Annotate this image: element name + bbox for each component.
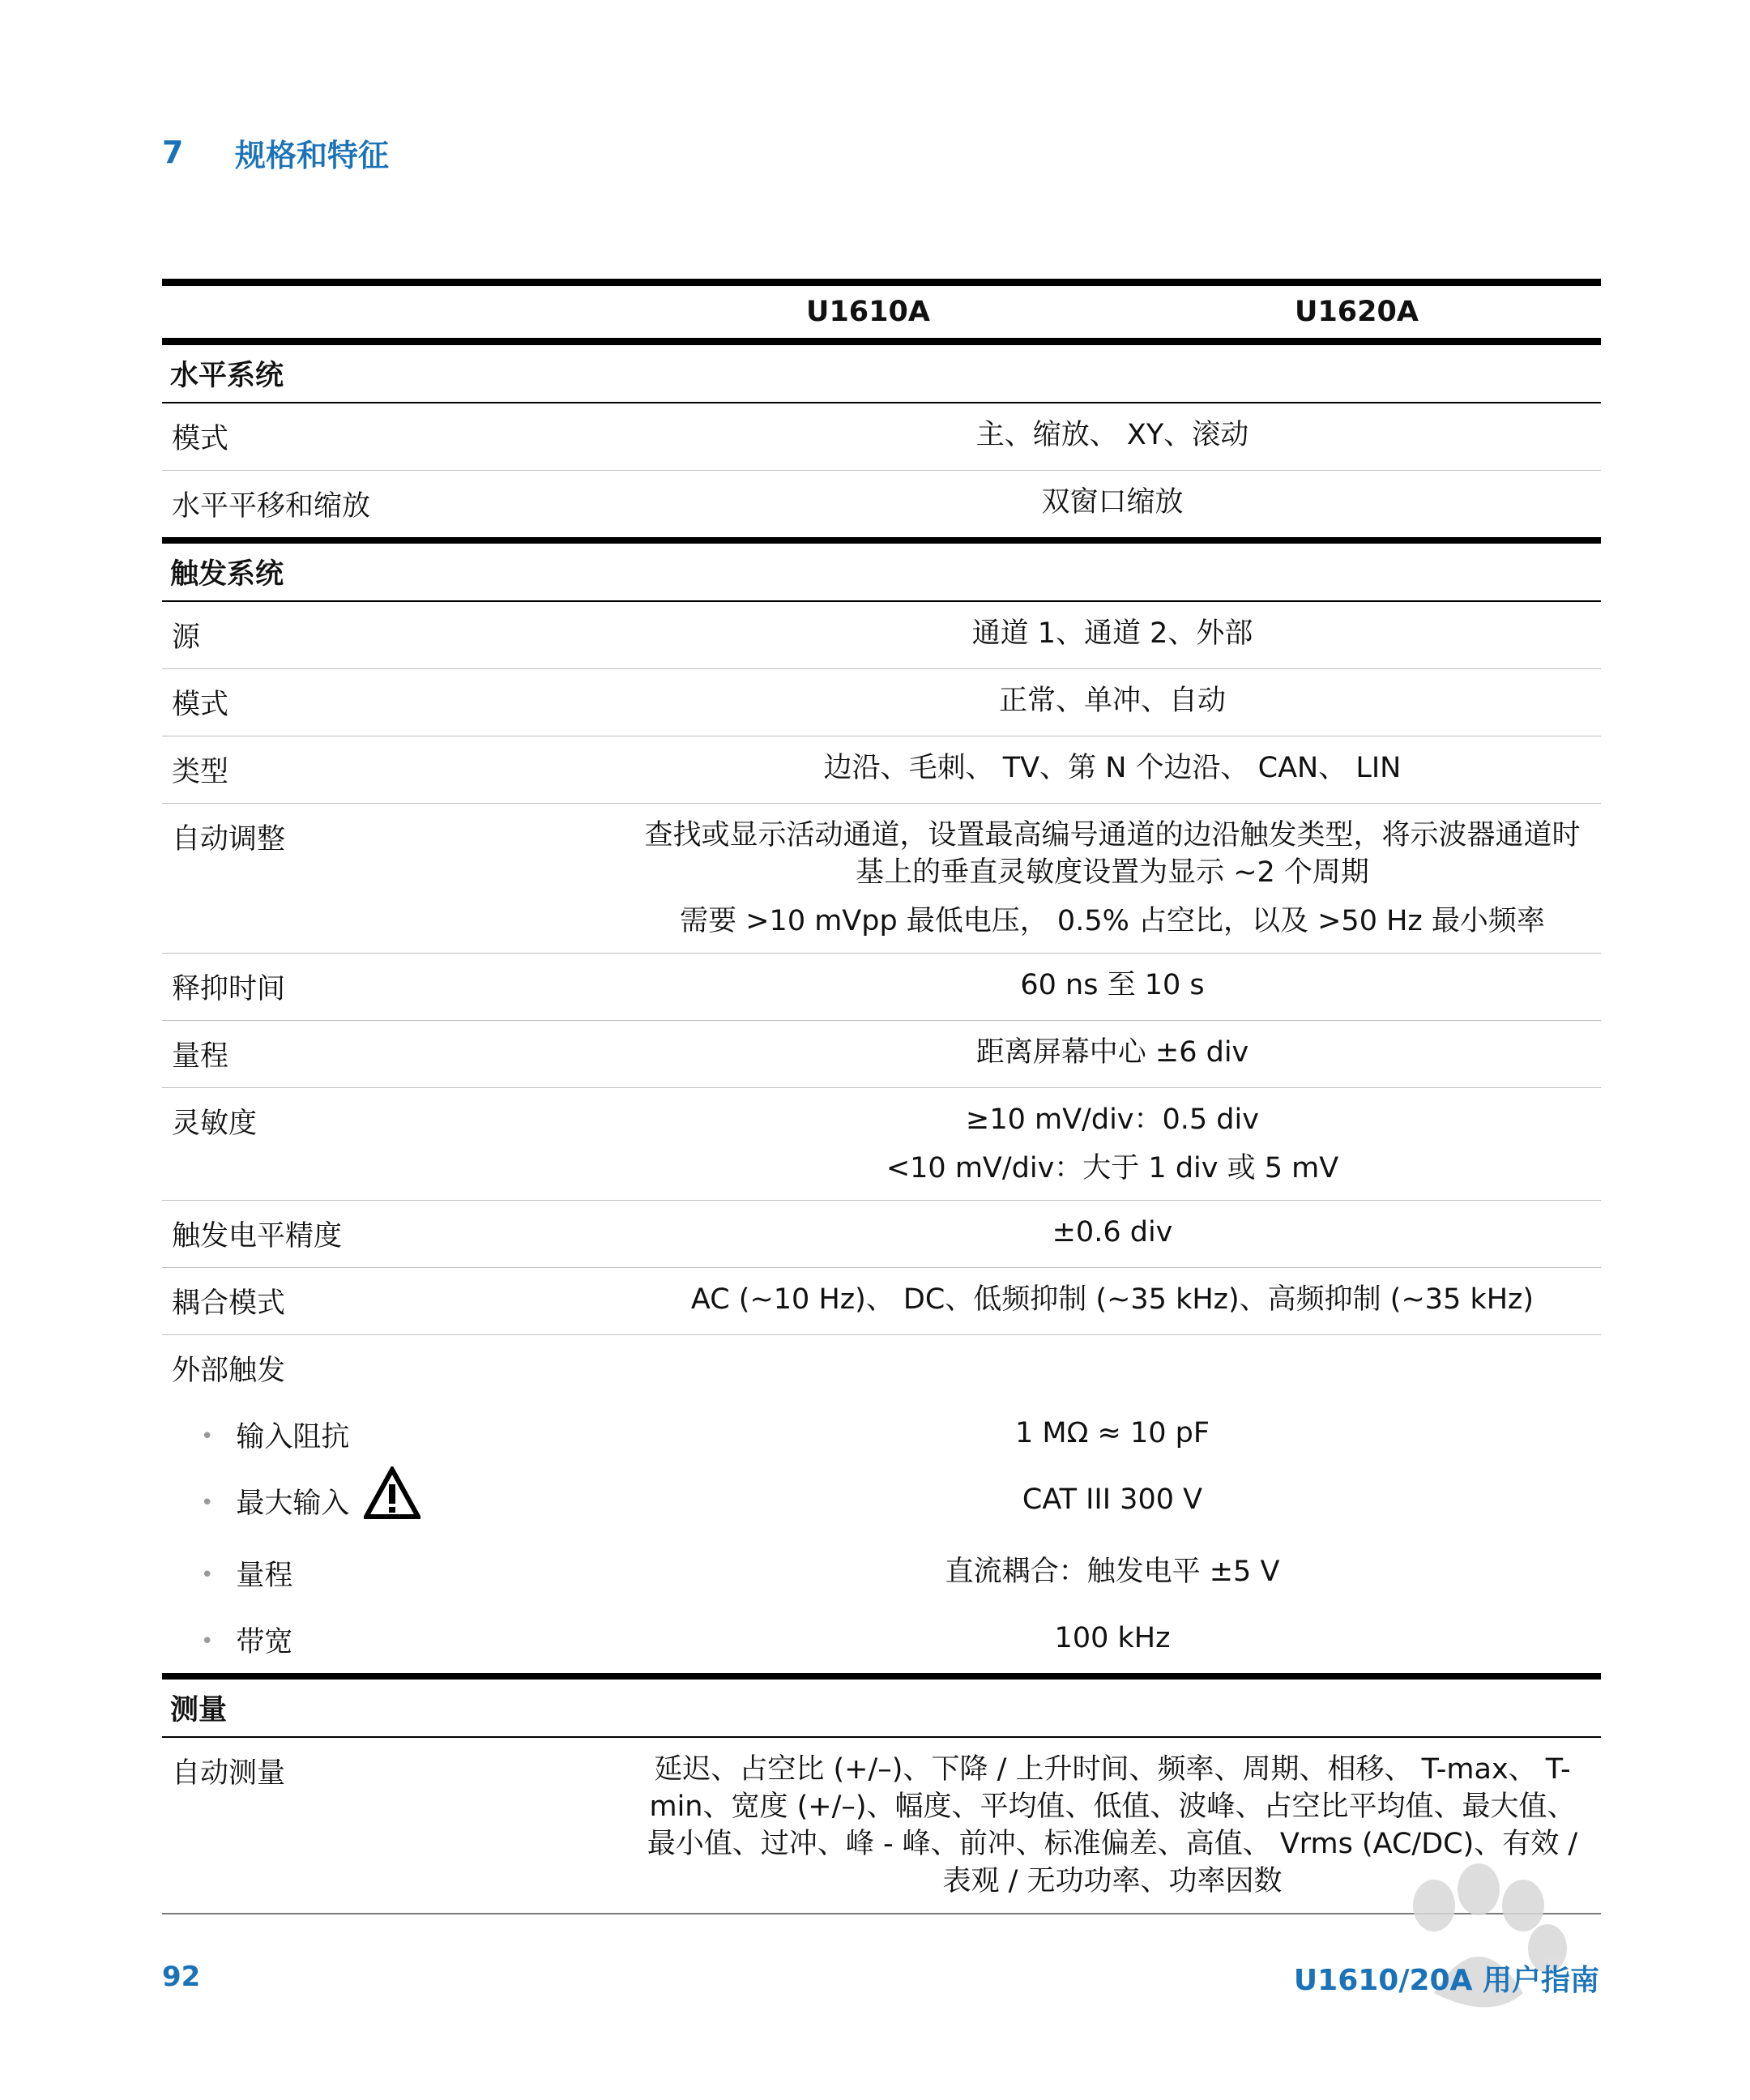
row-value: AC (~10 Hz)、 DC、低频抑制 (~35 kHz)、高频抑制 (~35 kHz) [624, 1268, 1601, 1335]
table-header-row [162, 283, 1601, 342]
table-row [162, 1201, 1601, 1268]
row-label: 水平平移和缩放 [162, 471, 624, 541]
col-header-u1610a: U1610A [806, 296, 930, 328]
row-value: 延迟、占空比 (+/–)、下降 / 上升时间、频率、周期、相移、 T-max、 T-min、宽度 (+/–)、幅度、平均值、低值、波峰、占空比平均值、最大值、最小值、过冲、峰 - 峰、前冲、标准偏差、高值、 Vrms (AC/DC)、有效 / 表观 / 无功功率、功率因数 [647, 1752, 1578, 1897]
table-row [162, 1402, 1601, 1468]
row-value: 直流耦合：触发电平 ±5 V [945, 1555, 1280, 1588]
chapter-title: 规格和特征 [235, 137, 390, 173]
page-number: 92 [162, 1961, 201, 1993]
row-label: 模式 [162, 669, 624, 736]
row-label: 量程 [236, 1559, 293, 1592]
col-header-u1620a: U1620A [1295, 296, 1419, 328]
section-trigger [162, 540, 1601, 601]
table-row [162, 954, 1601, 1021]
section-title: 触发系统 [162, 540, 1601, 601]
table-row [162, 471, 1601, 541]
row-value: ±0.6 div [624, 1201, 1601, 1268]
row-value: 距离屏幕中心 ±6 div [624, 1021, 1601, 1088]
row-value: 1 MΩ ≈ 10 pF [1015, 1417, 1210, 1449]
table-row [162, 1268, 1601, 1335]
row-label: 外部触发 [172, 1355, 286, 1387]
row-label: 自动测量 [162, 1737, 624, 1914]
bullet-icon: • [201, 1491, 214, 1515]
section-measurement [162, 1676, 1601, 1737]
table-row [162, 601, 1601, 669]
table-row [162, 1335, 1601, 1402]
row-label: 模式 [162, 403, 624, 471]
row-label: 灵敏度 [162, 1088, 624, 1201]
table-row [162, 1021, 1601, 1088]
row-value: 正常、单冲、自动 [624, 669, 1601, 736]
bullet-icon: • [201, 1562, 214, 1587]
row-label: 量程 [162, 1021, 624, 1088]
table-row [162, 669, 1601, 736]
table-row [162, 1468, 1601, 1540]
row-value: 主、缩放、 XY、滚动 [624, 403, 1601, 471]
row-value: 100 kHz [624, 1607, 1601, 1676]
chapter-number: 7 [162, 134, 184, 170]
row-label: 释抑时间 [162, 954, 624, 1021]
watermark-logo [1248, 1847, 1669, 2058]
table-row [162, 1540, 1601, 1607]
table-row [162, 736, 1601, 804]
row-value: 边沿、毛刺、 TV、第 N 个边沿、 CAN、 LIN [624, 736, 1601, 804]
spec-table [162, 279, 1601, 1914]
table-row [162, 1607, 1601, 1676]
row-value: 60 ns 至 10 s [624, 954, 1601, 1021]
table-row [162, 403, 1601, 471]
row-value: 通道 1、通道 2、外部 [624, 601, 1601, 669]
warning-triangle-icon [364, 1466, 420, 1527]
section-horizontal [162, 342, 1601, 403]
row-value-note: 需要 >10 mVpp 最低电压， 0.5% 占空比，以及 >50 Hz 最小频率 [680, 905, 1545, 937]
section-title: 测量 [162, 1676, 1601, 1737]
table-row [162, 804, 1601, 954]
bullet-icon: • [201, 1628, 214, 1654]
row-label: 类型 [162, 736, 624, 804]
chapter-heading [162, 130, 389, 175]
row-label: 耦合模式 [162, 1268, 624, 1335]
row-value: ≥10 mV/div：0.5 div [966, 1103, 1259, 1136]
document-title: U1610/20A 用户指南 [1293, 1964, 1599, 1997]
row-value: <10 mV/div：大于 1 div 或 5 mV [886, 1152, 1339, 1184]
row-label: 最大输入 [236, 1488, 350, 1520]
bullet-icon: • [201, 1424, 214, 1449]
section-title: 水平系统 [162, 342, 1601, 403]
table-row [162, 1088, 1601, 1201]
row-label: 带宽 [236, 1625, 293, 1658]
row-value: CAT III 300 V [1022, 1483, 1203, 1516]
row-label: 源 [162, 601, 624, 669]
row-label: 触发电平精度 [162, 1201, 624, 1268]
row-label: 输入阻抗 [236, 1421, 350, 1453]
row-value: 查找或显示活动通道，设置最高编号通道的边沿触发类型，将示波器通道时基上的垂直灵敏度设置为显示 ~2 个周期 [644, 819, 1581, 889]
row-label: 自动调整 [162, 804, 624, 954]
row-value: 双窗口缩放 [624, 471, 1601, 541]
